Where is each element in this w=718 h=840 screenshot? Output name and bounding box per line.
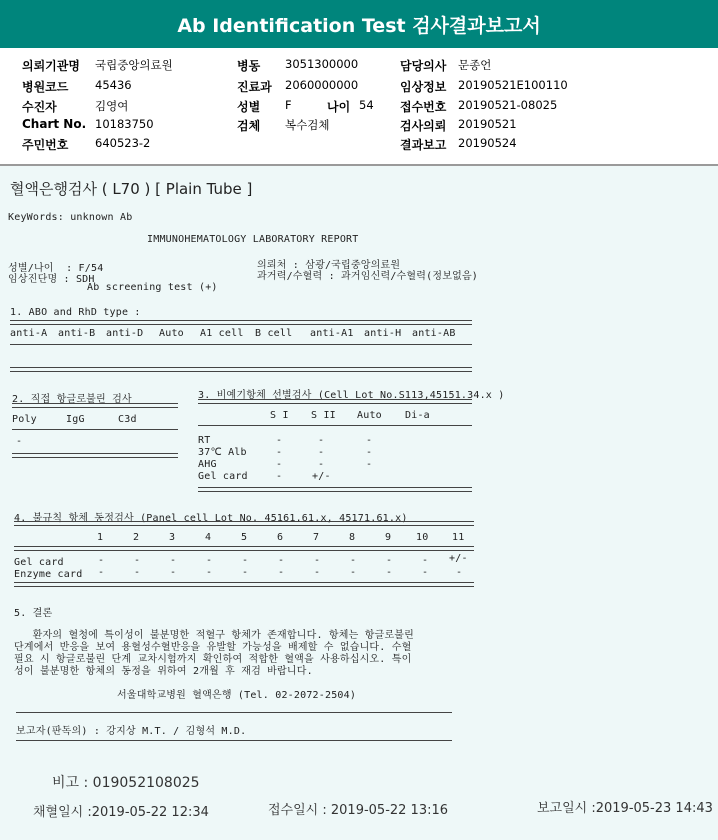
label-clinical-info: 임상정보 xyxy=(400,80,447,94)
remark-number: 비고 : 019052108025 xyxy=(52,775,200,791)
keywords: KeyWords: unknown Ab xyxy=(8,212,133,223)
s3-row-alb-s1: - xyxy=(276,447,283,458)
hospital-contact: 서울대학교병원 혈액은행 (Tel. 02-2072-2504) xyxy=(117,690,357,701)
label-specimen: 검체 xyxy=(237,119,261,133)
s4-col-4: 4 xyxy=(205,532,212,543)
s4-col-3: 3 xyxy=(169,532,176,543)
report-title: Ab Identification Test 검사결과보고서 xyxy=(177,14,541,37)
s4-rule-bottom xyxy=(14,582,474,587)
s3-row-gel-s1: - xyxy=(276,471,283,482)
s4-gel-7: - xyxy=(314,555,321,566)
label-patient: 수진자 xyxy=(22,100,57,114)
clinical-diagnosis: 임상진단명 : SDH xyxy=(8,274,95,285)
s3-header-dia: Di-a xyxy=(405,410,430,421)
sex-age: 성별/나이 : F/54 xyxy=(8,263,104,274)
s5-line-2: 단계에서 반응을 보여 용혈성수혈반응을 유발할 가능성을 배제할 수 없습니다. 수혈 xyxy=(14,642,412,653)
s3-row-gel-label: Gel card xyxy=(198,471,248,482)
value-requesting-institution: 국립중앙의료원 xyxy=(95,58,173,72)
patient-info-header xyxy=(0,48,718,166)
s1-title: 1. ABO and RhD type : xyxy=(10,307,141,318)
s2-value-poly: - xyxy=(16,436,23,447)
s3-row-rt-s1: - xyxy=(276,435,283,446)
s4-enz-11: - xyxy=(456,567,463,578)
value-department: 2060000000 xyxy=(285,78,359,92)
s4-col-8: 8 xyxy=(349,532,356,543)
s3-row-rt-auto: - xyxy=(366,435,373,446)
screening-result: Ab screening test (+) xyxy=(87,282,218,293)
s4-col-11: 11 xyxy=(452,532,465,543)
s2-title: 2. 직접 항글로불린 검사 xyxy=(12,394,132,405)
received-datetime: 접수일시 : 2019-05-22 13:16 xyxy=(268,803,449,818)
s3-row-alb-auto: - xyxy=(366,447,373,458)
report-title-bar xyxy=(0,0,718,48)
s1-header-a1-cell: A1 cell xyxy=(200,328,244,339)
label-ward: 병동 xyxy=(237,59,261,73)
s4-row-gel-label: Gel card xyxy=(14,557,64,568)
s2-header-poly: Poly xyxy=(12,414,37,425)
s4-gel-9: - xyxy=(386,555,393,566)
s4-gel-2: - xyxy=(134,555,141,566)
label-sex: 성별 xyxy=(237,100,261,114)
s3-header-auto: Auto xyxy=(357,410,382,421)
label-attending-doctor: 담당의사 xyxy=(400,59,447,73)
s1-header-anti-b: anti-B xyxy=(58,328,96,339)
label-requesting-institution: 의뢰기관명 xyxy=(22,59,80,73)
label-resident-number: 주민번호 xyxy=(22,138,69,152)
s3-row-rt-s2: - xyxy=(318,435,325,446)
s3-row-ahg-s1: - xyxy=(276,459,283,470)
value-test-request: 20190521 xyxy=(458,117,517,131)
s4-col-1: 1 xyxy=(97,532,104,543)
s4-enz-1: - xyxy=(98,567,105,578)
s1-header-anti-h: anti-H xyxy=(364,328,402,339)
value-attending-doctor: 문종언 xyxy=(458,58,492,72)
s4-enz-8: - xyxy=(350,567,357,578)
value-patient: 김영여 xyxy=(95,99,129,113)
s4-gel-11: +/- xyxy=(449,553,468,564)
s3-row-ahg-label: AHG xyxy=(198,459,217,470)
value-specimen: 복수검체 xyxy=(285,118,330,132)
value-clinical-info: 20190521E100110 xyxy=(458,78,568,92)
s4-gel-4: - xyxy=(206,555,213,566)
s4-col-9: 9 xyxy=(385,532,392,543)
s1-header-anti-d: anti-D xyxy=(106,328,144,339)
s2-rule-bottom xyxy=(12,453,178,458)
s4-gel-5: - xyxy=(242,555,249,566)
s4-rule-mid xyxy=(14,546,474,551)
value-sex: F xyxy=(285,98,292,112)
value-result-report: 20190524 xyxy=(458,136,517,150)
s4-enz-9: - xyxy=(386,567,393,578)
s4-enz-5: - xyxy=(242,567,249,578)
s4-col-7: 7 xyxy=(313,532,320,543)
value-chart-no: 10183750 xyxy=(95,117,154,131)
s4-col-5: 5 xyxy=(241,532,248,543)
s1-header-auto: Auto xyxy=(159,328,184,339)
s3-row-ahg-auto: - xyxy=(366,459,373,470)
s1-header-anti-a1: anti-A1 xyxy=(310,328,354,339)
reported-datetime: 보고일시 :2019-05-23 14:43 xyxy=(537,801,713,816)
s5-title: 5. 결론 xyxy=(14,608,53,619)
s4-enz-4: - xyxy=(206,567,213,578)
s4-gel-3: - xyxy=(170,555,177,566)
label-test-request: 검사의뢰 xyxy=(400,119,447,133)
signature-rule-bottom xyxy=(16,740,452,741)
s3-rule-top xyxy=(198,399,472,404)
s3-header-s1: S I xyxy=(270,410,289,421)
collection-datetime: 채혈일시 :2019-05-22 12:34 xyxy=(33,805,209,820)
label-hospital-code: 병원코드 xyxy=(22,80,69,94)
s4-enz-2: - xyxy=(134,567,141,578)
s3-row-rt-label: RT xyxy=(198,435,211,446)
s3-title: 3. 비예기항체 선별검사 (Cell Lot No.S113,45151.34.x ) xyxy=(198,390,505,401)
s3-header-s2: S II xyxy=(311,410,336,421)
s4-col-2: 2 xyxy=(133,532,140,543)
s4-enz-3: - xyxy=(170,567,177,578)
s3-rule-bottom xyxy=(198,487,472,492)
signature-rule-top xyxy=(16,712,452,713)
s2-header-igg: IgG xyxy=(66,414,85,425)
s4-gel-6: - xyxy=(278,555,285,566)
value-receipt-number: 20190521-08025 xyxy=(458,98,558,112)
s2-rule-mid xyxy=(12,429,178,430)
s4-col-6: 6 xyxy=(277,532,284,543)
s2-header-c3d: C3d xyxy=(118,414,137,425)
s2-rule-top xyxy=(12,403,178,408)
label-chart-no: Chart No. xyxy=(22,117,87,131)
s1-rule-mid xyxy=(10,344,472,345)
s4-title: 4. 불규칙 항체 동정검사 (Panel cell Lot No. 45161.61.x, 45171.61.x) xyxy=(14,513,408,524)
value-ward: 3051300000 xyxy=(285,57,359,71)
s3-row-alb-label: 37℃ Alb xyxy=(198,447,247,458)
s3-row-alb-s2: - xyxy=(318,447,325,458)
requesting-place: 의뢰처 : 삼광/국립중앙의료원 xyxy=(257,260,401,271)
value-age: 54 xyxy=(359,98,374,112)
s5-line-1: 환자의 혈청에 특이성이 불분명한 적혈구 항체가 존재합니다. 항체는 항글로불린 xyxy=(14,630,415,641)
s4-rule-top xyxy=(14,521,474,526)
s1-header-anti-ab: anti-AB xyxy=(412,328,456,339)
value-resident-number: 640523-2 xyxy=(95,136,151,150)
s1-header-anti-a: anti-A xyxy=(10,328,48,339)
s4-row-enzyme-label: Enzyme card xyxy=(14,569,83,580)
label-receipt-number: 접수번호 xyxy=(400,100,447,114)
lab-report-title: IMMUNOHEMATOLOGY LABORATORY REPORT xyxy=(147,234,359,245)
s4-gel-8: - xyxy=(350,555,357,566)
section-title: 혈액은행검사 ( L70 ) [ Plain Tube ] xyxy=(10,180,253,198)
s1-rule-bottom xyxy=(10,367,472,372)
label-department: 진료과 xyxy=(237,80,272,94)
s3-rule-mid xyxy=(198,425,472,426)
s3-row-ahg-s2: - xyxy=(318,459,325,470)
s4-gel-1: - xyxy=(98,555,105,566)
value-hospital-code: 45436 xyxy=(95,78,132,92)
s5-line-4: 성이 불분명한 항체의 동정을 위하여 2개월 후 재검 바랍니다. xyxy=(14,666,313,677)
s4-enz-6: - xyxy=(278,567,285,578)
s3-row-gel-s2: +/- xyxy=(312,471,331,482)
transfusion-history: 과거력/수혈력 : 과거임신력/수혈력(정보없음) xyxy=(257,271,479,282)
label-result-report: 결과보고 xyxy=(400,138,447,152)
s1-rule-top xyxy=(10,320,472,325)
s1-header-b-cell: B cell xyxy=(255,328,293,339)
s4-gel-10: - xyxy=(422,555,429,566)
label-age: 나이 xyxy=(327,100,351,114)
s4-col-10: 10 xyxy=(416,532,429,543)
reporter-line: 보고자(판독의) : 강지상 M.T. / 김형석 M.D. xyxy=(16,726,247,737)
s4-enz-7: - xyxy=(314,567,321,578)
s4-enz-10: - xyxy=(422,567,429,578)
s5-line-3: 필요 시 항글로불린 단계 교차시험까지 확인하여 적합한 혈액을 사용하십시오. 특이 xyxy=(14,654,412,665)
